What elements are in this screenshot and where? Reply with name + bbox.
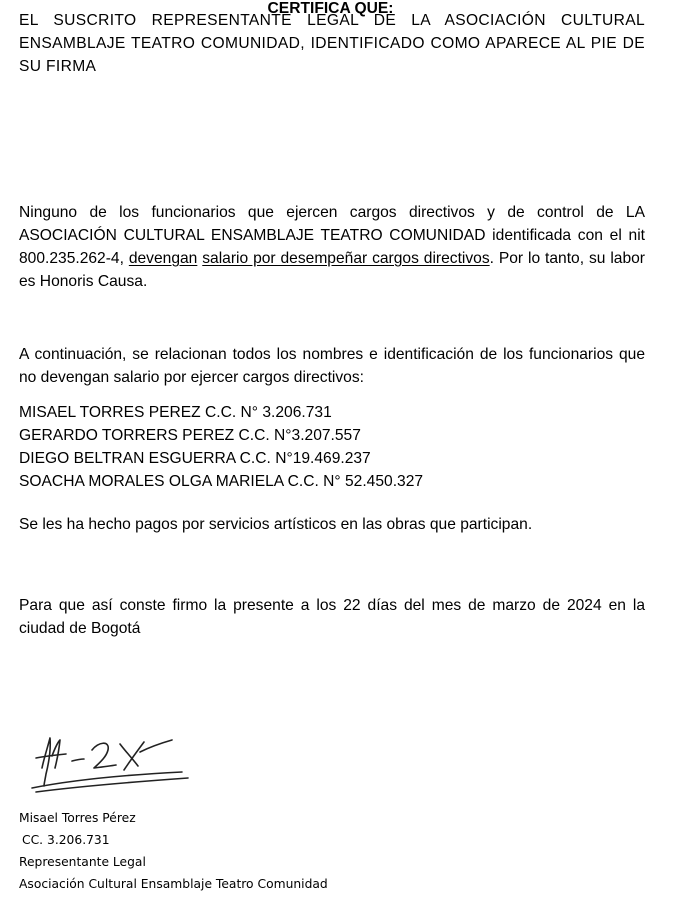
handwritten-signature <box>22 728 192 798</box>
signer-id: CC. 3.206.731 <box>22 833 110 847</box>
declaration-underline-2: salario por desempeñar cargos directivos <box>202 250 490 267</box>
declaration-text-2: . Por lo tanto, su labor es Honoris Causa. <box>19 250 645 290</box>
signer-organization: Asociación Cultural Ensamblaje Teatro Comunidad <box>19 877 328 891</box>
intro-statement: EL SUSCRITO REPRESENTANTE LEGAL DE LA ASOCIACIÓN CULTURAL ENSAMBLAJE TEATRO COMUNIDAD, IDENTIFICADO COMO APARECE AL PIE DE SU FIRMA <box>19 12 645 75</box>
officials-list <box>19 401 645 493</box>
payments-paragraph: Se les ha hecho pagos por servicios artísticos en las obras que participan. <box>19 516 533 533</box>
declaration-text-1: Ninguno de los funcionarios que ejercen cargos directivos y de control de LA ASOCIACIÓN CULTURAL ENSAMBLAJE TEATRO COMUNIDAD identificada con el nit 800.235.262-4, <box>19 204 645 267</box>
certificate-heading: CERTIFICA QUE: <box>267 0 394 17</box>
official-row: DIEGO BELTRAN ESGUERRA C.C. N°19.469.237 <box>19 450 371 467</box>
officials-intro-paragraph: A continuación, se relacionan todos los nombres e identificación de los funcionarios que no devengan salario por ejercer cargos directivos: <box>19 346 645 386</box>
official-row: GERARDO TORRERS PEREZ C.C. N°3.207.557 <box>19 427 361 444</box>
declaration-underline-1: devengan <box>128 250 198 267</box>
closing-paragraph: Para que así conste firmo la presente a los 22 días del mes de marzo de 2024 en la ciudad de Bogotá <box>19 597 645 637</box>
official-row: SOACHA MORALES OLGA MARIELA C.C. N° 52.450.327 <box>19 473 424 490</box>
declaration-paragraph <box>19 201 645 293</box>
signer-name: Misael Torres Pérez <box>19 811 136 825</box>
signature-block <box>19 807 419 895</box>
official-row: MISAEL TORRES PEREZ C.C. N° 3.206.731 <box>19 404 332 421</box>
signer-role: Representante Legal <box>19 855 146 869</box>
